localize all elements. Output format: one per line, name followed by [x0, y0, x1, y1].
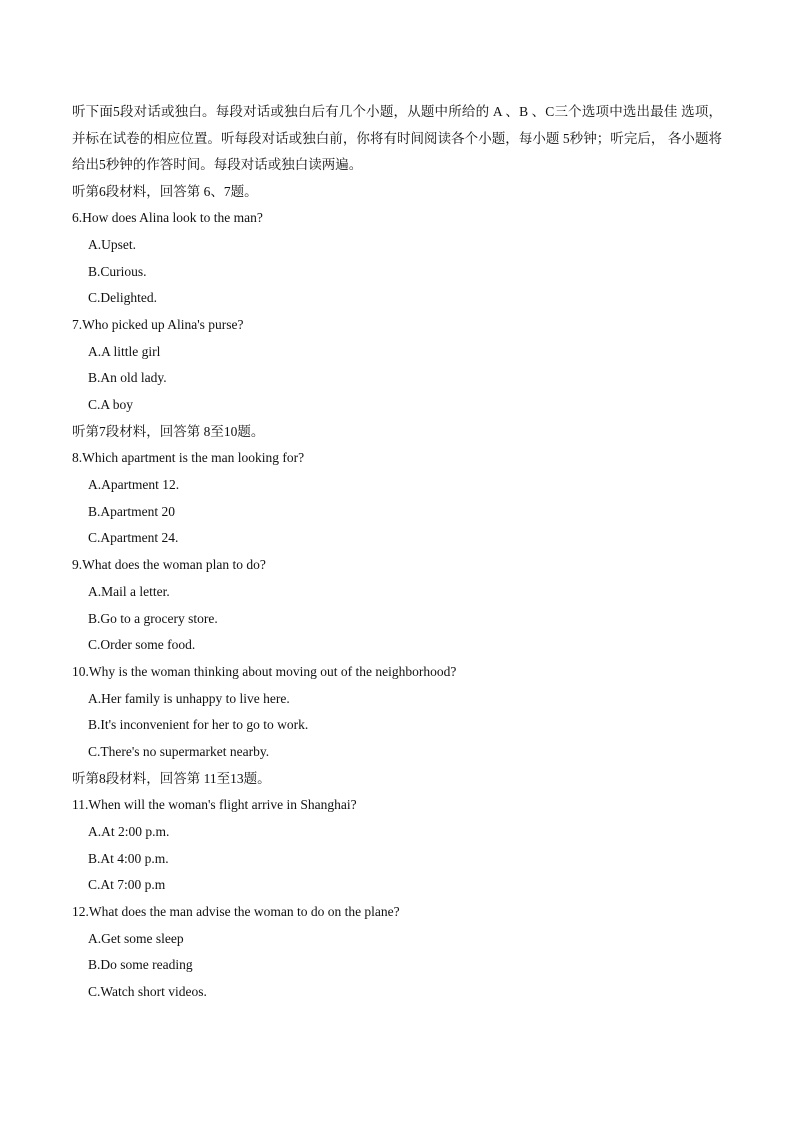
question-8-option-a: A.Apartment 12. [88, 477, 180, 493]
question-11-stem: 11.When will the woman's flight arrive in Shanghai? [72, 797, 357, 813]
question-12-option-c: C.Watch short videos. [88, 984, 207, 1000]
question-8-option-c: C.Apartment 24. [88, 530, 179, 546]
question-7-option-b: B.An old lady. [88, 370, 167, 386]
section-title-7: 听第7段材料，回答第 8至10题。 [72, 423, 265, 439]
question-8-option-b: B.Apartment 20 [88, 503, 175, 519]
question-7-stem: 7.Who picked up Alina's purse? [72, 316, 244, 332]
question-9-option-c: C.Order some food. [88, 637, 196, 653]
question-10-stem: 10.Why is the woman thinking about moving out of the neighborhood? [72, 663, 457, 679]
question-9-option-b: B.Go to a grocery store. [88, 610, 218, 626]
question-6-option-a: A.Upset. [88, 236, 136, 252]
question-6-stem: 6.How does Alina look to the man? [72, 210, 263, 226]
listening-section [72, 99, 722, 1006]
question-11-option-b: B.At 4:00 p.m. [88, 850, 169, 866]
question-12-stem: 12.What does the man advise the woman to do on the plane? [72, 904, 400, 920]
question-12-option-b: B.Do some reading [88, 957, 193, 973]
question-10-option-a: A.Her family is unhappy to live here. [88, 690, 290, 706]
question-9-stem: 9.What does the woman plan to do? [72, 557, 266, 573]
question-7-option-a: A.A little girl [88, 343, 161, 359]
question-12-option-a: A.Get some sleep [88, 930, 184, 946]
section-title-8: 听第8段材料，回答第 11至13题。 [72, 770, 271, 786]
question-7-option-c: C.A boy [88, 397, 134, 412]
question-9-option-a: A.Mail a letter. [88, 583, 170, 599]
question-6-option-c: C.Delighted. [88, 290, 157, 306]
question-11-option-a: A.At 2:00 p.m. [88, 824, 170, 839]
question-8-stem: 8.Which apartment is the man looking for? [72, 450, 305, 466]
question-11-option-c: C.At 7:00 p.m [88, 877, 166, 893]
question-10-option-c: C.There's no supermarket nearby. [88, 743, 270, 759]
question-10-option-b: B.It's inconvenient for her to go to work. [88, 717, 309, 733]
section-title-6: 听第6段材料，回答第 6、7题。 [72, 183, 258, 199]
instructions-paragraph: 听下面5段对话或独白。每段对话或独白后有几个小题，从题中所给的 A 、B 、C三个选项中选出最佳 选项，并标在试卷的相应位置。听每段对话或独白前，你将有时间阅读各个小题，每小题 5秒钟；听完后， 各小题将给出5秒钟的作答时间。每段对话或独白读两遍。 [72, 104, 722, 172]
question-6-option-b: B.Curious. [88, 263, 147, 279]
